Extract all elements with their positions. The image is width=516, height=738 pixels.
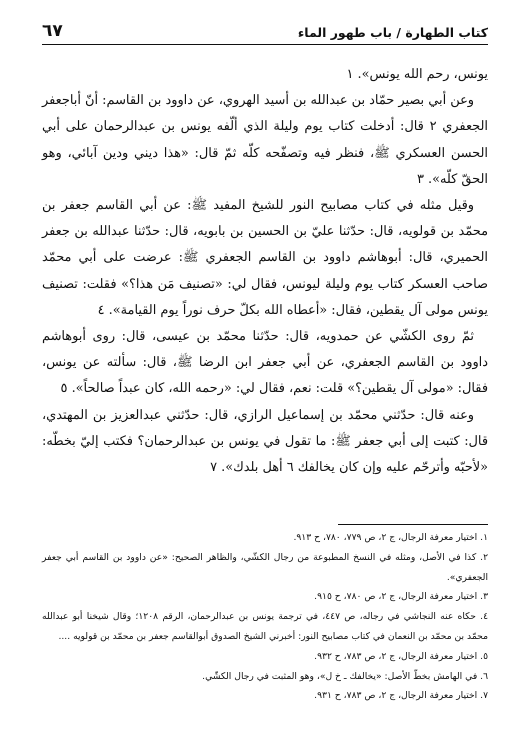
- footnote-separator: [338, 524, 488, 525]
- paragraph: يونس، رحم الله يونس». ١: [346, 67, 488, 82]
- book-page: [42, 14, 488, 726]
- chapter-title: كتاب الطهارة / باب طهور الماء: [297, 25, 488, 40]
- paragraph: وقيل مثله في كتاب مصابيح النور للشيخ المفيد ﷺ: عن أبي القاسم جعفر بن محمّد بن قولويه، قال: حدّثنا عليّ بن الحسين بن بابويه، قال: حدّثنا عبدالله بن جعفر الحميري، قال: أبوهاشم داوود بن القاسم الجعفري ﷺ: عرضت على أبي محمّد صاحب العسكر كتاب يوم وليلة ليونس، فقال لي: «تصنيف مَن هذا؟» فقلت: تصنيف يونس مولى آل يقطين، فقال: «أعطاه الله بكلّ حرف نوراً يوم القيامة». ٤: [42, 198, 488, 318]
- footnote: ٤. حكاه عنه النجاشي في رجاله، ص ٤٤٧، في ترجمة يونس بن عبدالرحمان، الرقم ١٢٠٨؛ وقال شيخنا أبو عبدالله محمّد بن محمّد بن النعمان في كتاب مصابيح النور: أخبرني الشيخ الصدوق أبوالقاسم جعفر بن محمّد بن قولويه ....: [42, 611, 488, 642]
- footnotes: [42, 528, 488, 706]
- paragraph: وعن أبي بصير حمّاد بن عبدالله بن أسيد الهروي، عن داوود بن القاسم: أنّ أباجعفر الجعفري ٢ قال: أدخلت كتاب يوم وليلة الذي ألّفه يونس بن عبدالرحمان على أبي الحسن العسكري ﷺ، فنظر فيه وتصفّحه كلّه ثمّ قال: «هذا ديني ودين آبائي، وهو الحقّ كلّه». ٣: [42, 93, 488, 187]
- running-head: [42, 14, 488, 45]
- main-text: [42, 62, 488, 481]
- paragraph: وعنه قال: حدّثني محمّد بن إسماعيل الرازي، قال: حدّثني عبدالعزيز بن المهتدي، قال: كتبت إلى أبي جعفر ﷺ: ما تقول في يونس بن عبدالرحمان؟ فكتب إليّ بخطّه: «لأحبّه وأترحّم عليه وإن كان يخالفك ٦ أهل بلدك». ٧: [42, 407, 488, 476]
- footnote: ٦. في الهامش بخطّ الأصل: «يخالفك ـ خ ل»، وهو المثبت في رجال الكشّي.: [202, 670, 488, 682]
- page-number: ٦٧: [42, 21, 63, 41]
- footnote: ٢. كذا في الأصل، ومثله في النسخ المطبوعة من رجال الكشّي، والظاهر الصحيح: «عن داوود بن القاسم أبي جعفر الجعفري».: [42, 551, 488, 583]
- footnote: ٥. اختيار معرفة الرجال، ج ٢، ص ٧٨٣، ح ٩٣٢.: [314, 650, 488, 662]
- footnote: ٧. اختيار معرفة الرجال، ج ٢، ص ٧٨٣، ح ٩٣١.: [314, 690, 488, 702]
- paragraph: ثمّ روى الكشّي عن حمدويه، قال: حدّثنا محمّد بن عيسى، قال: روى أبوهاشم داوود بن القاسم الجعفري، عن أبي جعفر ابن الرضا ﷺ، قال: سألته عن يونس، فقال: «مولى آل يقطين؟» قلت: نعم، فقال لي: «رحمه الله، كان عبداً صالحاً». ٥: [42, 329, 488, 397]
- footnote: ١. اختيار معرفة الرجال، ج ٢، ص ٧٧٩، ٧٨٠، ح ٩١٣.: [293, 532, 488, 543]
- footnote: ٣. اختيار معرفة الرجال، ج ٢، ص ٧٨٠، ح ٩١٥.: [314, 591, 488, 603]
